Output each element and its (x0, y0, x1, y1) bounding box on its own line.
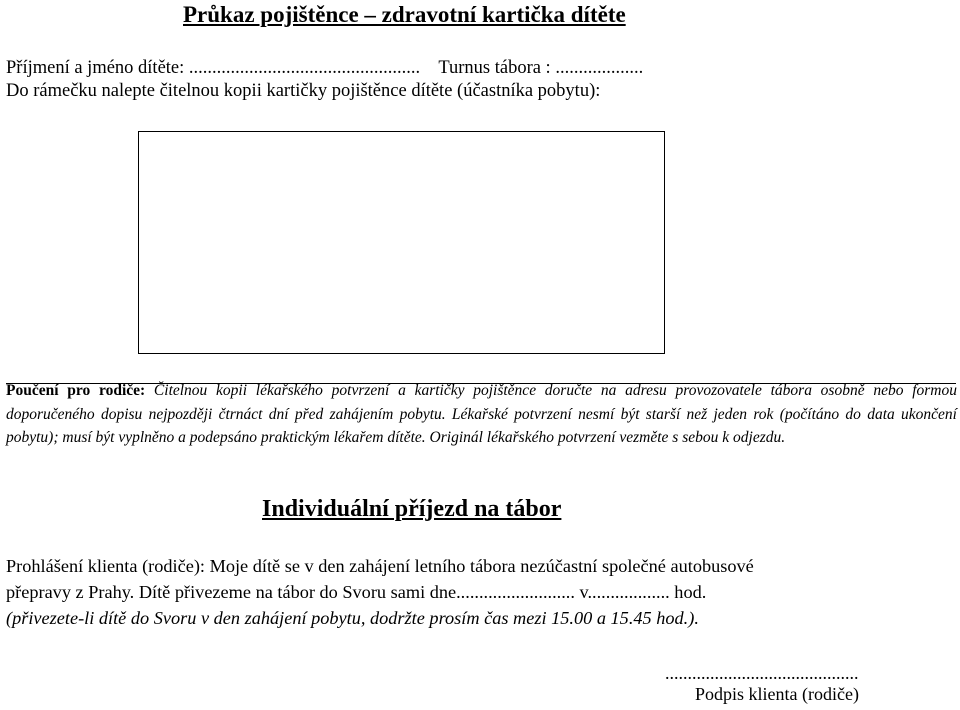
signature-label: Podpis klienta (rodiče) (695, 684, 859, 704)
document-title: Průkaz pojištěnce – zdravotní kartička dítěte (183, 2, 626, 27)
notice-text: Čitelnou kopii lékařského potvrzení a kartičky pojištěnce doručte na adresu provozovatele tábora osobně nebo formou doporučeného dopisu nejpozději čtrnáct dní před zahájením pobytu. Lékařské potvrzení nesmí být starší než jeden rok (počítáno do data ukončení pobytu); musí být vyplněno a podepsáno praktickým lékařem dítěte. Originál lékařského potvrzení vezměte s sebou k odjezdu. (6, 382, 957, 447)
card-instruction: Do rámečku nalepte čitelnou kopii kartičky pojištěnce dítěte (účastníka pobytu): (6, 81, 601, 101)
child-name-field[interactable]: .................................................. (188, 58, 421, 78)
declaration-line-1: Prohlášení klienta (rodiče): Moje dítě se v den zahájení letního tábora nezúčastní společné autobusové (6, 556, 754, 576)
turnus-field[interactable]: ................... (555, 58, 644, 78)
declaration-note: (přivezete-li dítě do Svoru v den zahájení pobytu, dodržte prosím čas mezi 15.00 a 15.45 hod.). (6, 608, 699, 628)
declaration-line-2: přepravy z Prahy. Dítě přivezeme na tábor do Svoru sami dne.......................... v.................. hod. (6, 582, 707, 602)
signature-field[interactable]: ........................................... (665, 663, 859, 683)
child-name-line (6, 58, 643, 79)
child-name-label: Příjmení a jméno dítěte: (6, 58, 185, 78)
turnus-label: Turnus tábora : (438, 58, 551, 78)
notice-lead: Poučení pro rodiče: (6, 382, 146, 399)
section-title: Individuální příjezd na tábor (262, 496, 562, 522)
parent-notice (6, 379, 957, 450)
insurance-card-frame (138, 131, 665, 354)
client-declaration (6, 553, 956, 631)
